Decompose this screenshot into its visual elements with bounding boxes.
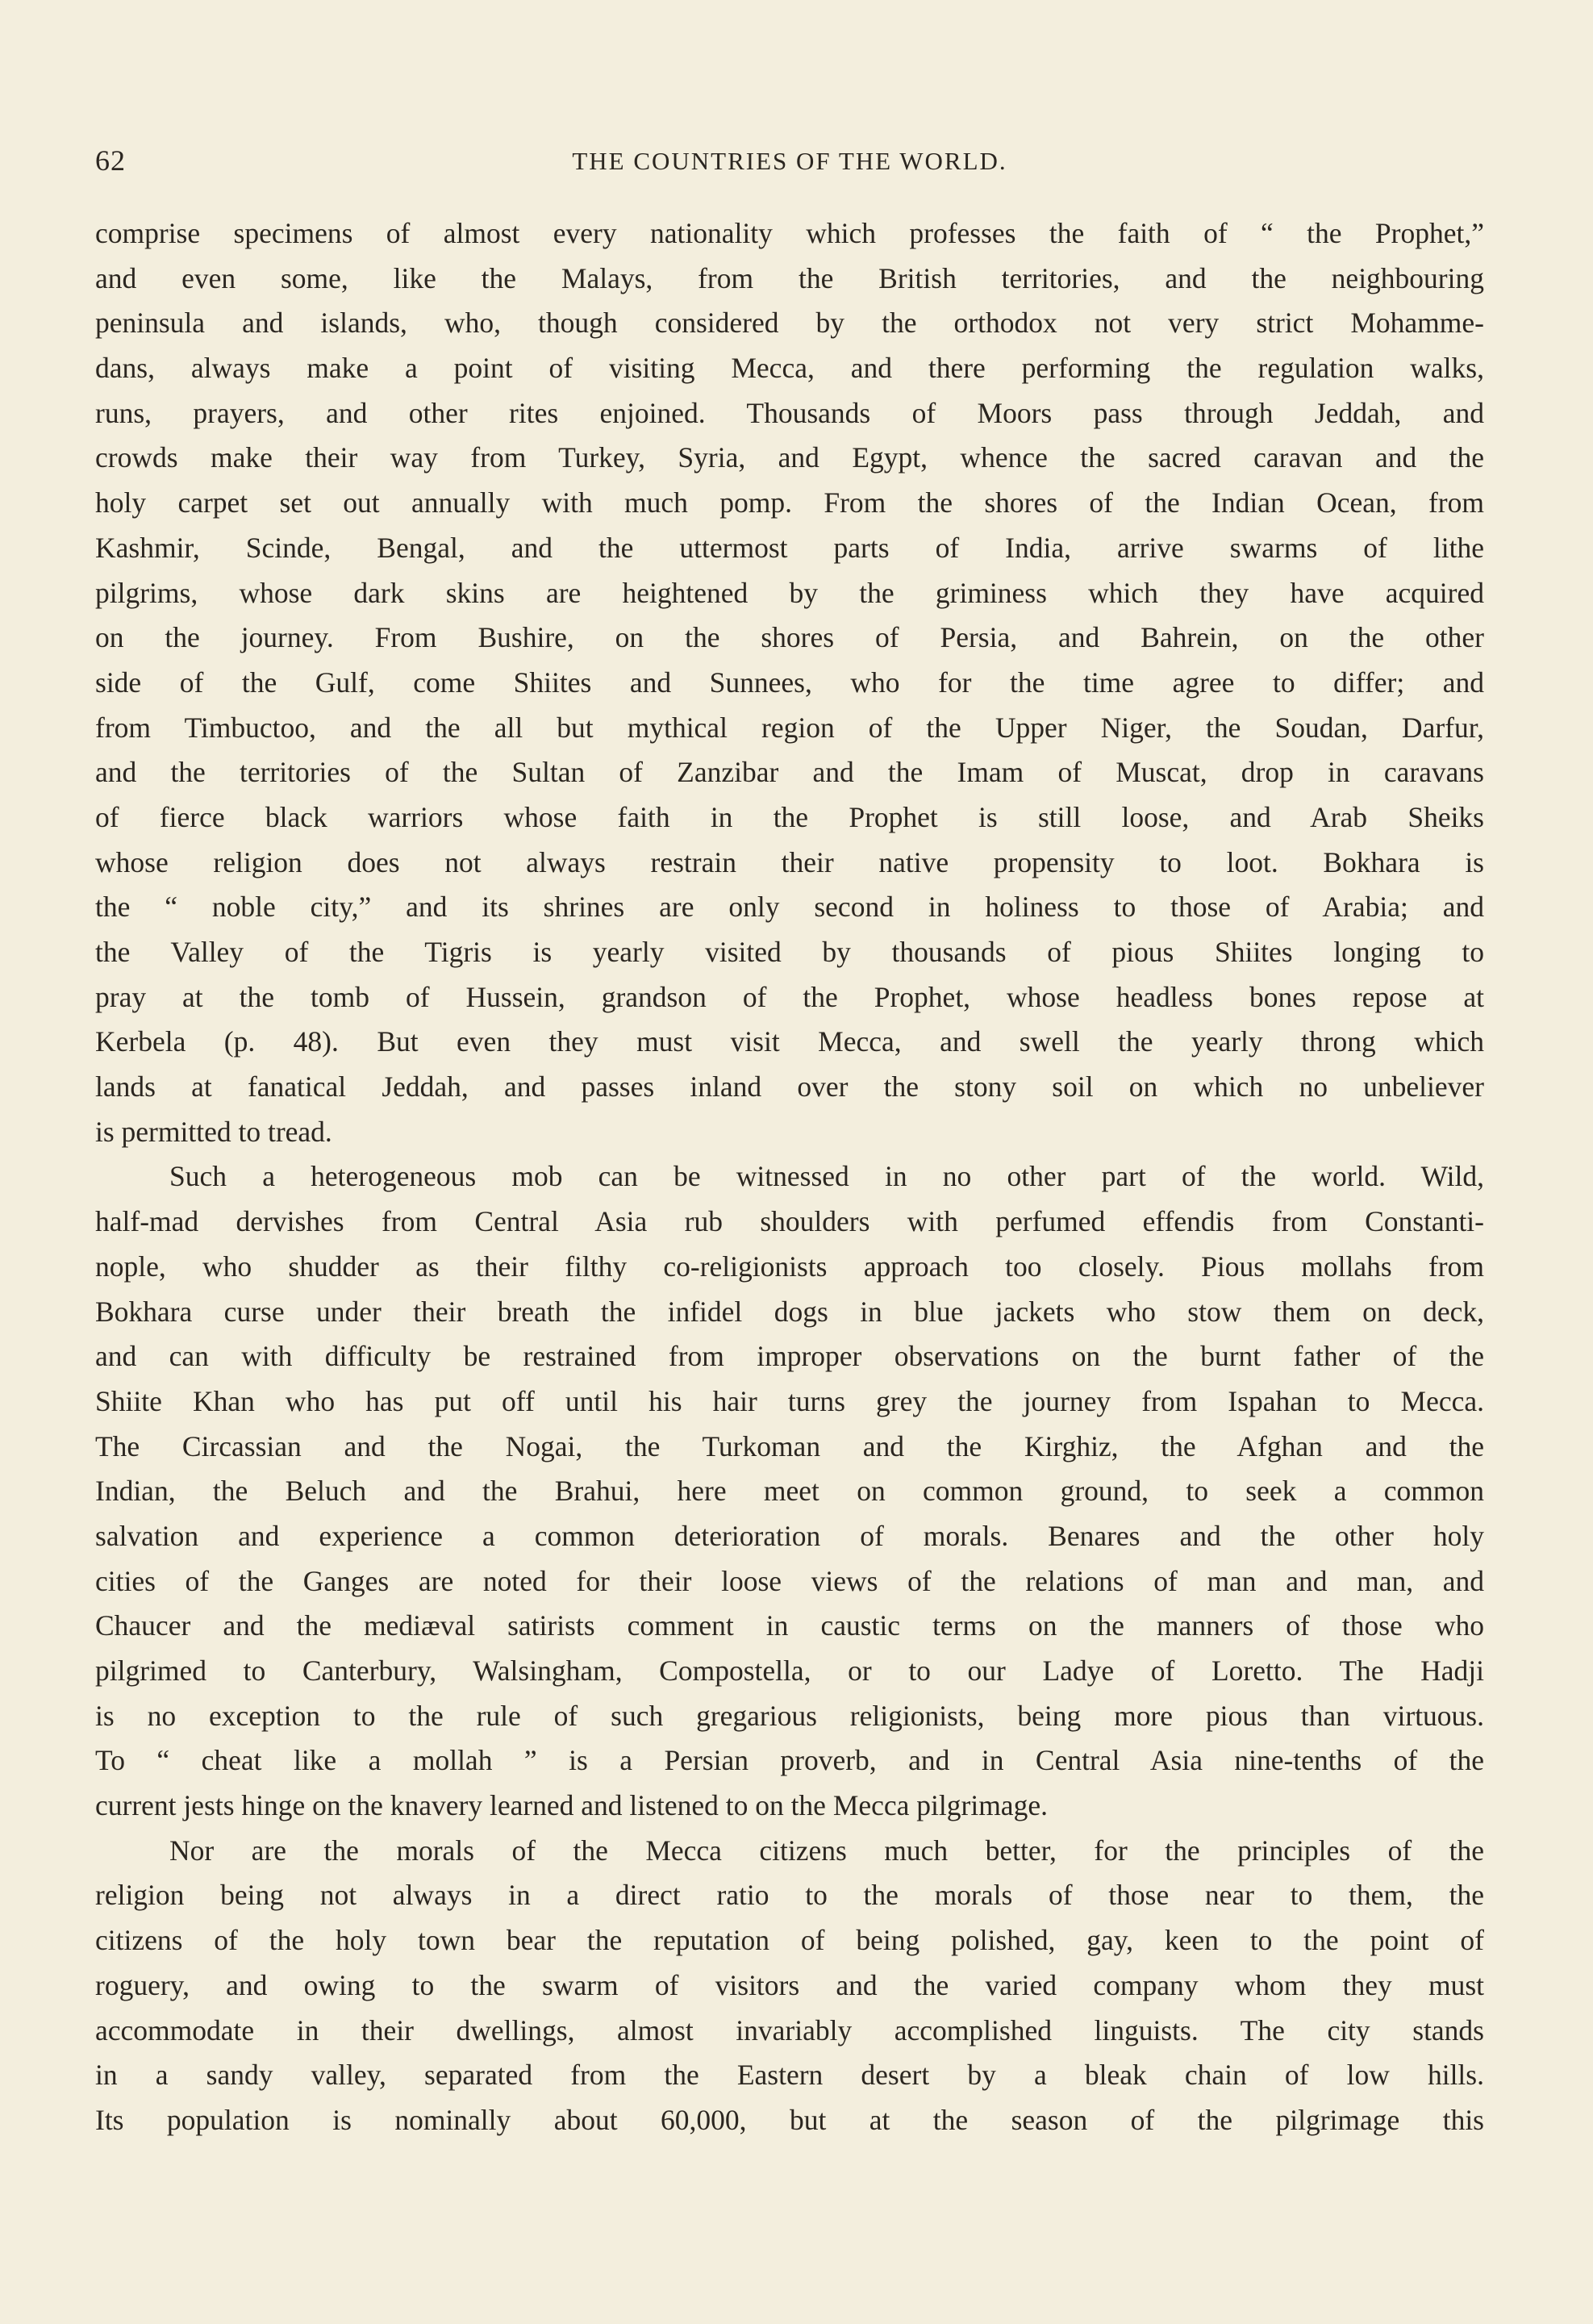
paragraph-2 — [95, 1154, 1484, 1828]
text-line: of fierce black warriors whose faith in the Prophet is still loose, and Arab Sheiks — [95, 800, 1484, 833]
text-line: Chaucer and the mediæval satirists comment in caustic terms on the manners of those who — [95, 1609, 1484, 1642]
text-line: roguery, and owing to the swarm of visitors and the varied company whom they must — [95, 1968, 1484, 2001]
text-line: To “ cheat like a mollah ” is a Persian proverb, and in Central Asia nine-tenths of the — [95, 1744, 1484, 1777]
text-line: peninsula and islands, who, though considered by the orthodox not very strict Mohamme- — [95, 307, 1484, 340]
text-line: in a sandy valley, separated from the Eastern desert by a bleak chain of low hills. — [95, 2059, 1484, 2092]
text-line: Such a heterogeneous mob can be witnessed in no other part of the world. Wild, — [169, 1160, 1484, 1193]
text-line: whose religion does not always restrain their native propensity to loot. Bokhara is — [95, 845, 1484, 878]
text-line: citizens of the holy town bear the reputation of being polished, gay, keen to the point of — [95, 1924, 1484, 1957]
text-line: holy carpet set out annually with much pomp. From the shores of the Indian Ocean, from — [95, 486, 1484, 519]
text-line: accommodate in their dwellings, almost invariably accomplished linguists. The city stands — [95, 2013, 1484, 2047]
text-line: and even some, like the Malays, from the British territories, and the neighbouring — [95, 261, 1484, 294]
text-line: comprise specimens of almost every nationality which professes the faith of “ the Prophet,” — [95, 217, 1484, 249]
text-line: the “ noble city,” and its shrines are only second in holiness to those of Arabia; and — [95, 891, 1484, 924]
text-line: on the journey. From Bushire, on the shores of Persia, and Bahrein, on the other — [95, 621, 1484, 654]
running-title: THE COUNTRIES OF THE WORLD. — [572, 147, 1007, 175]
paragraph-3 — [95, 1829, 1484, 2143]
page-header — [95, 144, 1484, 186]
text-line: half-mad dervishes from Central Asia rub shoulders with perfumed effendis from Constanti- — [95, 1205, 1484, 1238]
text-line: side of the Gulf, come Shiites and Sunnees, who for the time agree to differ; and — [95, 665, 1484, 699]
text-line: dans, always make a point of visiting Mecca, and there performing the regulation walks, — [95, 352, 1484, 385]
text-line: cities of the Ganges are noted for their loose views of the relations of man and man, and — [95, 1564, 1484, 1597]
text-line: and can with difficulty be restrained from improper observations on the burnt father of the — [95, 1340, 1484, 1373]
paragraph-1 — [95, 211, 1484, 1154]
text-line: The Circassian and the Nogai, the Turkoman and the Kirghiz, the Afghan and the — [95, 1429, 1484, 1462]
text-line: Bokhara curse under their breath the infidel dogs in blue jackets who stow them on deck, — [95, 1295, 1484, 1328]
text-line: Its population is nominally about 60,000, but at the season of the pilgrimage this — [95, 2103, 1484, 2136]
page-number: 62 — [95, 144, 126, 177]
body-text — [95, 211, 1484, 2143]
text-line: is permitted to tread. — [95, 1115, 332, 1148]
text-line: Shiite Khan who has put off until his hair turns grey the journey from Ispahan to Mecca. — [95, 1384, 1484, 1417]
text-line: is no exception to the rule of such gregarious religionists, being more pious than virtuous. — [95, 1699, 1484, 1732]
text-line: and the territories of the Sultan of Zanzibar and the Imam of Muscat, drop in caravans — [95, 756, 1484, 789]
text-line: Kerbela (p. 48). But even they must visit Mecca, and swell the yearly throng which — [95, 1025, 1484, 1058]
text-line: nople, who shudder as their filthy co-religionists approach too closely. Pious mollahs from — [95, 1250, 1484, 1283]
text-line: runs, prayers, and other rites enjoined. Thousands of Moors pass through Jeddah, and — [95, 396, 1484, 429]
text-line: Indian, the Beluch and the Brahui, here meet on common ground, to seek a common — [95, 1475, 1484, 1508]
text-line: salvation and experience a common deterioration of morals. Benares and the other holy — [95, 1519, 1484, 1552]
text-line: the Valley of the Tigris is yearly visited by thousands of pious Shiites longing to — [95, 936, 1484, 968]
text-line: pilgrims, whose dark skins are heightened by the griminess which they have acquired — [95, 576, 1484, 609]
text-line: current jests hinge on the knavery learned and listened to on the Mecca pilgrimage. — [95, 1789, 1048, 1822]
text-line: lands at fanatical Jeddah, and passes inland over the stony soil on which no unbeliever — [95, 1070, 1484, 1104]
text-line: crowds make their way from Turkey, Syria, and Egypt, whence the sacred caravan and the — [95, 441, 1484, 474]
text-line: Kashmir, Scinde, Bengal, and the uttermost parts of India, arrive swarms of lithe — [95, 531, 1484, 564]
text-line: religion being not always in a direct ratio to the morals of those near to them, the — [95, 1879, 1484, 1912]
text-line: pray at the tomb of Hussein, grandson of the Prophet, whose headless bones repose at — [95, 980, 1484, 1013]
text-line: from Timbuctoo, and the all but mythical region of the Upper Niger, the Soudan, Darfur, — [95, 711, 1484, 744]
text-line: pilgrimed to Canterbury, Walsingham, Compostella, or to our Ladye of Loretto. The Hadji — [95, 1654, 1484, 1687]
text-line: Nor are the morals of the Mecca citizens much better, for the principles of the — [169, 1834, 1484, 1867]
